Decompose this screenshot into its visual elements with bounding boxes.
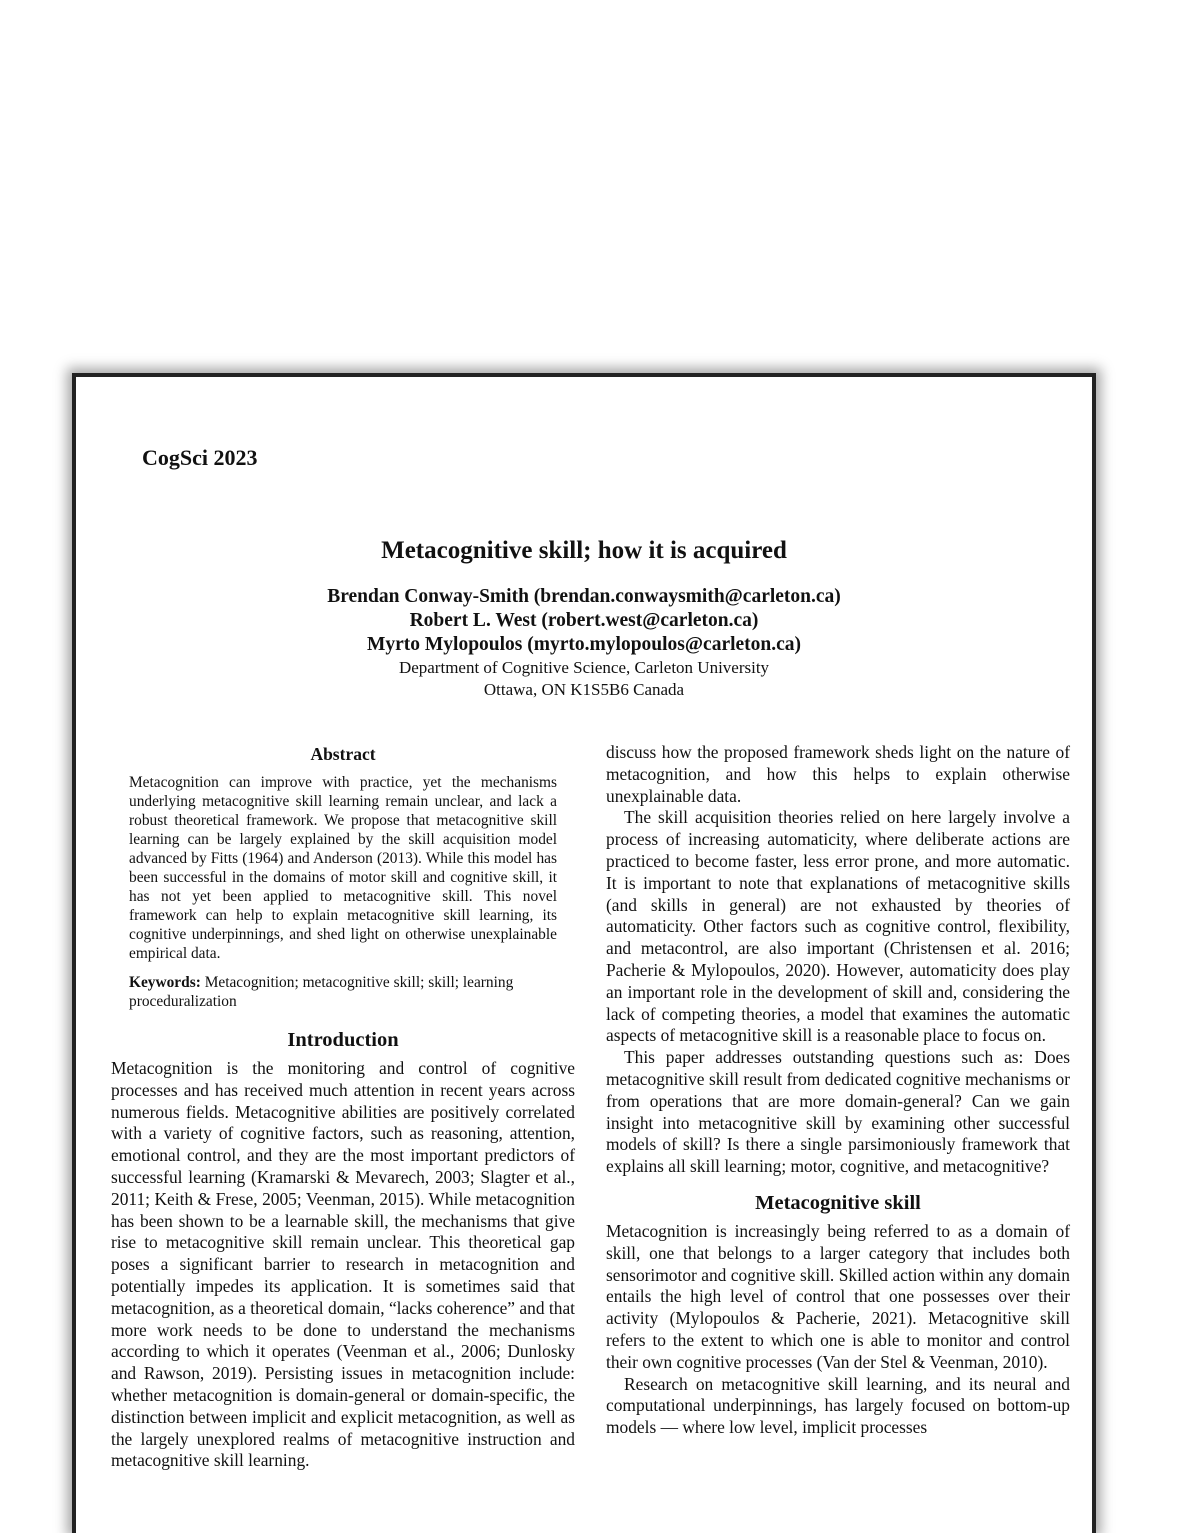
introduction-text: Metacognition is the monitoring and control of cognitive processes and has received much attention in recent years across numerous fields. Metacognitive abilities are positively correlated with a variety of cognitive factors, such as reasoning, attention, emotional control, and they are the most important predictors of successful learning (Kramarski & Mevarech, 2003; Slagter et al., 2011; Keith & Frese, 2005; Veenman, 2015). While metacognition has been shown to be a learnable skill, the mechanisms that give rise to metacognitive skill remain unclear. This theoretical gap poses a significant barrier to research in metacognition and potentially impedes its application. It is sometimes said that metacognition, as a theoretical domain, “lacks coherence” and that more work needs to be done to understand the mechanisms according to which it operates (Veenman et al., 2006; Dunlosky and Rawson, 2019). Persisting issues in metacognition include: whether metacognition is domain-general or domain-specific, the distinction between implicit and explicit metacognition, as well as the largely unexplored realms of metacognitive instruction and metacognitive skill learning.: [111, 1058, 575, 1471]
right-paragraph-2: The skill acquisition theories relied on here largely involve a process of increasing automaticity, where deliberate actions are practiced to become faster, less error prone, and more automatic. It is important to note that explanations of metacognitive skills (and skills in general) are not exhausted by theories of automaticity. Other factors such as cognitive control, flexibility, and metacontrol, are also important (Christensen et al. 2016; Pacherie & Mylopoulos, 2020). However, automaticity does play an important role in the development of skill and, considering the lack of competing theories, a model that examines the automatic aspects of metacognitive skill is a reasonable place to focus on.: [606, 807, 1070, 1046]
keywords: [129, 973, 557, 1011]
author-2: Robert L. West (robert.west@carleton.ca): [409, 610, 759, 631]
right-paragraph-5: Research on metacognitive skill learning, and its neural and computational underpinnings, has largely focused on bottom-up models — where low level, implicit processes: [606, 1373, 1070, 1438]
right-paragraph-3: This paper addresses outstanding questions such as: Does metacognitive skill result from dedicated cognitive mechanisms or from operations that are more domain-general? Can we gain insight into metacognitive skill by examining other successful models of skill? Is there a single parsimoniously framework that explains all skill learning; motor, cognitive, and metacognitive?: [606, 1047, 1070, 1177]
right-column: [606, 742, 1070, 1439]
author-1: Brendan Conway-Smith (brendan.conwaysmith@carleton.ca): [327, 586, 841, 607]
paper-page: [72, 373, 1096, 1533]
keywords-label: Keywords:: [129, 974, 201, 991]
right-paragraph-4: Metacognition is increasingly being referred to as a domain of skill, one that belongs to a larger category that includes both sensorimotor and cognitive skill. Skilled action within any domain entails the high level of control that one possesses over their activity (Mylopoulos & Pacherie, 2021). Metacognitive skill refers to the extent to which one is able to monitor and control their own cognitive processes (Van der Stel & Veenman, 2010).: [606, 1220, 1070, 1372]
venue-label: CogSci 2023: [142, 445, 258, 470]
keywords-text: Metacognition; metacognitive skill; skill; learning proceduralization: [129, 974, 514, 1010]
author-3: Myrto Mylopoulos (myrto.mylopoulos@carleton.ca): [366, 634, 802, 655]
author-block: [76, 585, 1092, 701]
affiliation-address: Ottawa, ON K1S5B6 Canada: [483, 680, 685, 699]
affiliation-department: Department of Cognitive Science, Carleton University: [398, 658, 770, 677]
right-paragraph-1: discuss how the proposed framework sheds light on the nature of metacognition, and how this helps to explain otherwise unexplainable data.: [606, 742, 1070, 806]
abstract-heading: Abstract: [310, 744, 376, 764]
introduction-heading: Introduction: [287, 1029, 399, 1051]
paper-title: Metacognitive skill; how it is acquired: [381, 537, 787, 564]
abstract-text: Metacognition can improve with practice, yet the mechanisms underlying metacognitive skill learning remain unclear, and lack a robust theoretical framework. We propose that metacognitive skill learning can be largely explained by the skill acquisition model advanced by Fitts (1964) and Anderson (2013). While this model has been successful in the domains of motor skill and cognitive skill, it has not yet been applied to metacognitive skill. This novel framework can help to explain metacognitive skill learning, its cognitive underpinnings, and shed light on otherwise unexplainable empirical data.: [129, 774, 557, 962]
metacognitive-skill-heading: Metacognitive skill: [755, 1191, 921, 1214]
left-column: [111, 742, 575, 1472]
